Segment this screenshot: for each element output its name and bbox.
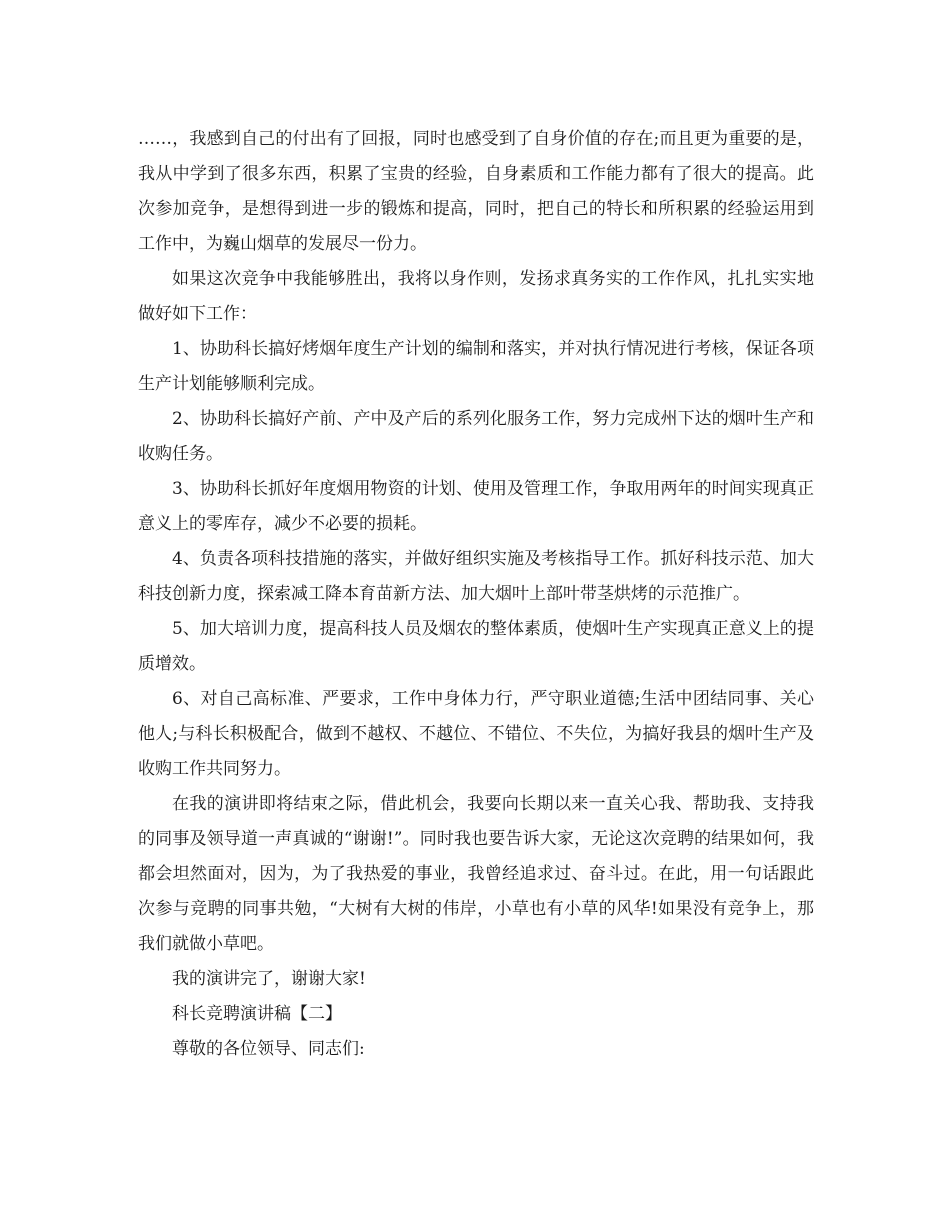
section-title-part-two: 科长竞聘演讲稿【二】 [172, 1004, 342, 1024]
paragraph-item-1: 1、协助科长搞好烤烟年度生产计划的编制和落实，并对执行情况进行考核，保证各项生产计划能够顺利完成。 [138, 339, 814, 394]
paragraph-item-6: 6、对自己高标准、严要求，工作中身体力行，严守职业道德;生活中团结同事、关心他人;与科长积极配合，做到不越权、不越位、不错位、不失位，为搞好我县的烟叶生产及收购工作共同努力。 [138, 689, 814, 779]
document-body [138, 122, 814, 1067]
paragraph-intro-continuation: ……，我感到自己的付出有了回报，同时也感受到了自身价值的存在;而且更为重要的是，我从中学到了很多东西，积累了宝贵的经验，自身素质和工作能力都有了很大的提高。此次参加竞争，是想得到进一步的锻炼和提高，同时，把自己的特长和所积累的经验运用到工作中，为巍山烟草的发展尽一份力。 [138, 129, 814, 254]
paragraph-item-3: 3、协助科长抓好年度烟用物资的计划、使用及管理工作，争取用两年的时间实现真正意义上的零库存，减少不必要的损耗。 [138, 479, 814, 534]
paragraph-commitment: 如果这次竞争中我能够胜出，我将以身作则，发扬求真务实的工作作风，扎扎实实地做好如下工作： [138, 269, 814, 324]
paragraph-item-5: 5、加大培训力度，提高科技人员及烟农的整体素质，使烟叶生产实现真正意义上的提质增效。 [138, 619, 814, 674]
paragraph-item-2: 2、协助科长搞好产前、产中及产后的系列化服务工作，努力完成州下达的烟叶生产和收购任务。 [138, 409, 814, 464]
paragraph-speech-end: 我的演讲完了，谢谢大家! [172, 969, 366, 989]
paragraph-closing-thanks: 在我的演讲即将结束之际，借此机会，我要向长期以来一直关心我、帮助我、支持我的同事及领导道一声真诚的“谢谢!”。同时我也要告诉大家，无论这次竞聘的结果如何，我都会坦然面对，因为，为了我热爱的事业，我曾经追求过、奋斗过。在此，用一句话跟此次参与竞聘的同事共勉，“大树有大树的伟岸，小草也有小草的风华!如果没有竞争上，那我们就做小草吧。 [138, 794, 814, 954]
salutation: 尊敬的各位领导、同志们: [172, 1039, 365, 1059]
paragraph-item-4: 4、负责各项科技措施的落实，并做好组织实施及考核指导工作。抓好科技示范、加大科技创新力度，探索减工降本育苗新方法、加大烟叶上部叶带茎烘烤的示范推广。 [138, 549, 814, 604]
